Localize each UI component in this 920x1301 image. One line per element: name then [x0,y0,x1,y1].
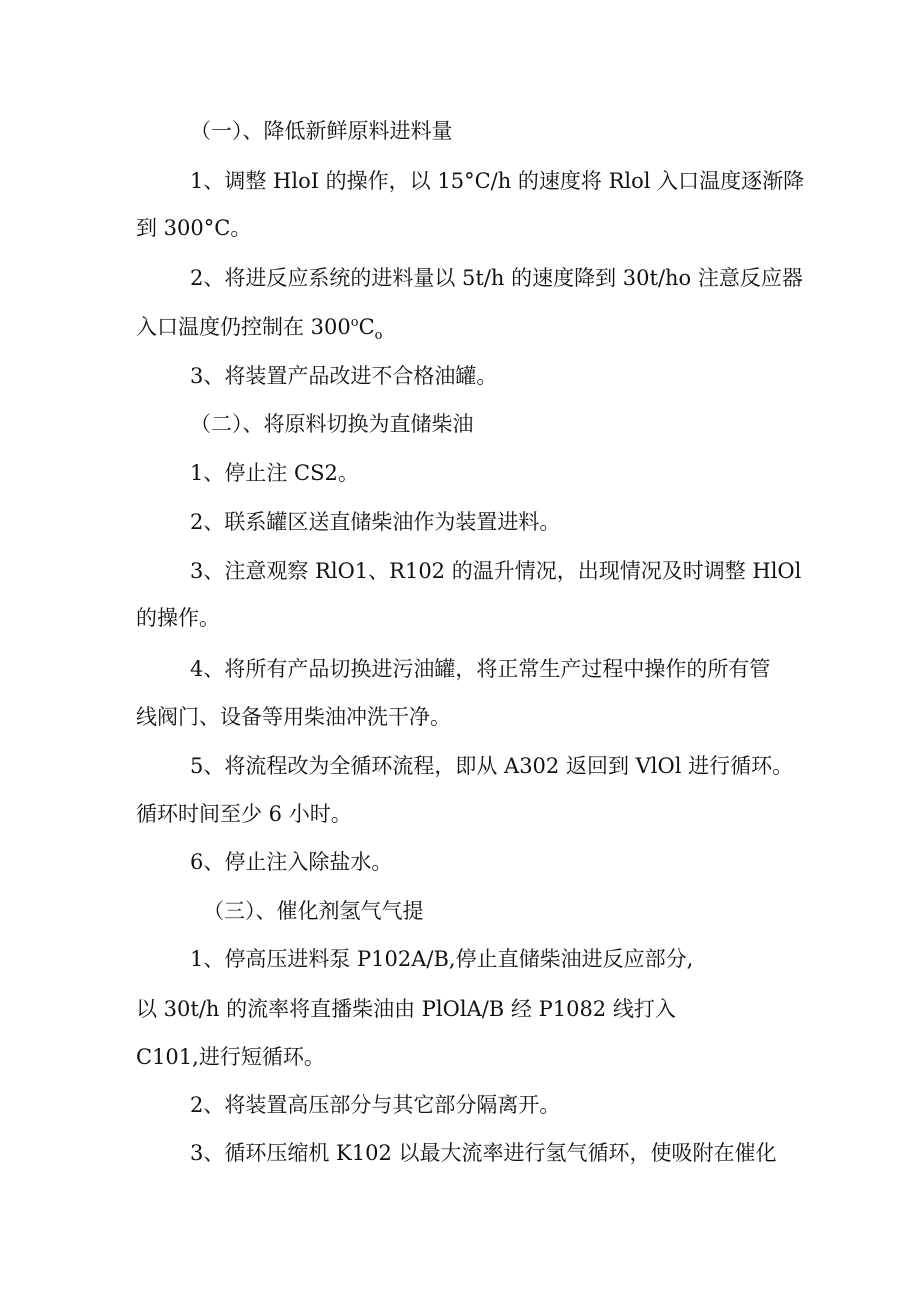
section-heading-2: （二）、将原料切换为直储柴油 [190,412,474,436]
section-heading-3: （三）、催化剂氢气气提 [203,899,424,923]
paragraph-line: 2、将装置高压部分与其它部分隔离开。 [190,1093,561,1117]
paragraph-line: 3、循环压缩机 K102 以最大流率进行氢气循环，使吸附在催化 [190,1141,777,1165]
paragraph-line: 1、停止注 CS2。 [190,461,359,485]
paragraph-line-temperature [136,313,383,344]
section-heading-1: （一）、降低新鲜原料进料量 [190,119,453,143]
paragraph-line: 5、将流程改为全循环流程，即从 A302 返回到 VlOl 进行循环。 [190,754,794,778]
temp-subscript: o [374,328,383,344]
paragraph-line: 1、停高压进料泵 P102A/B,停止直储柴油进反应部分, [190,947,694,971]
paragraph-line: 1、调整 HloI 的操作，以 15°C/h 的速度将 Rlol 入口温度逐渐降 [190,169,805,193]
paragraph-line: 循环时间至少 6 小时。 [136,802,352,826]
paragraph-line: 的操作。 [136,606,220,630]
paragraph-line: 3、注意观察 RlO1、R102 的温升情况，出现情况及时调整 HlOl [190,559,802,583]
paragraph-line: 4、将所有产品切换进污油罐，将正常生产过程中操作的所有管 [190,657,771,681]
paragraph-line: 6、停止注入除盐水。 [190,850,393,874]
paragraph-line: 2、联系罐区送直储柴油作为装置进料。 [190,510,561,534]
paragraph-line: 3、将装置产品改进不合格油罐。 [190,364,498,388]
paragraph-line: 以 30t/h 的流率将直播柴油由 PlOlA/B 经 P1082 线打入 [136,997,676,1021]
paragraph-line: 2、将进反应系统的进料量以 5t/h 的速度降到 30t/ho 注意反应器 [190,266,803,290]
temp-text: 入口温度仍控制在 300 [136,315,351,339]
paragraph-line: C101,进行短循环。 [136,1045,325,1069]
paragraph-line: 线阀门、设备等用柴油冲洗干净。 [136,705,451,729]
temp-unit: C [358,315,375,339]
paragraph-line: 到 300°C。 [136,216,252,240]
temp-superscript: o [350,315,359,330]
